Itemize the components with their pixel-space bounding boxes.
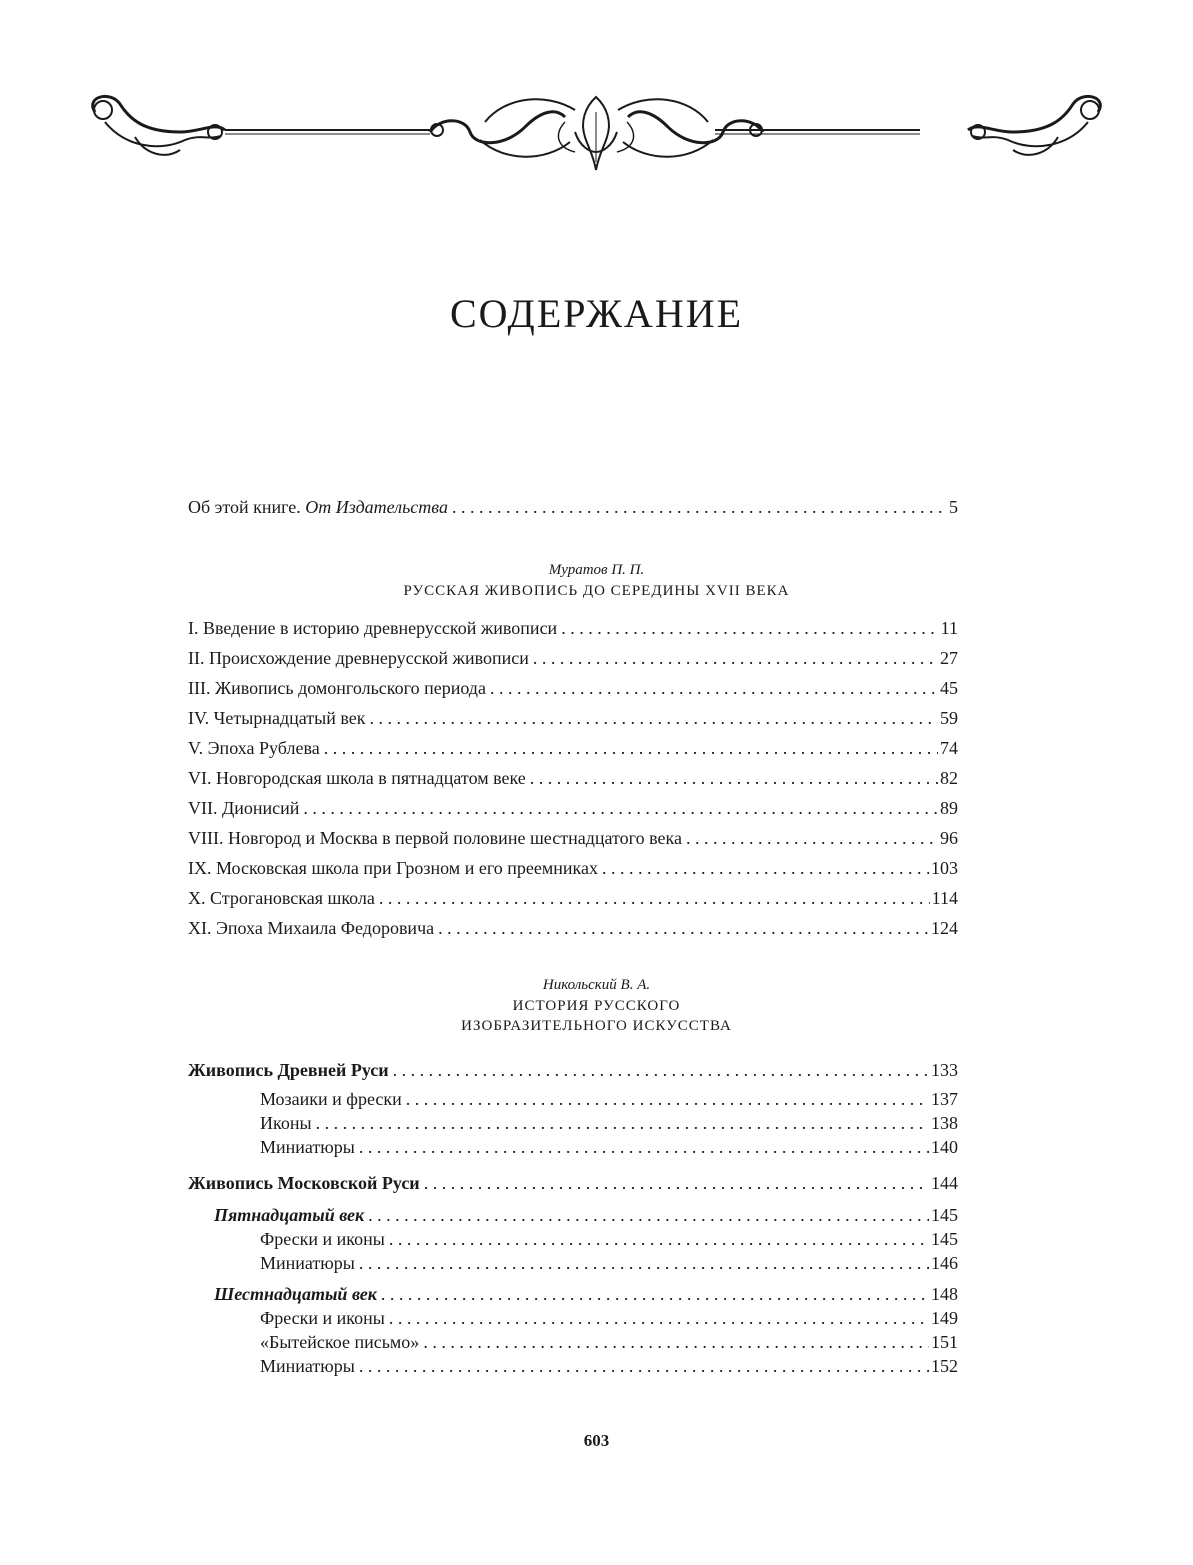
toc-entry[interactable] xyxy=(188,737,958,767)
toc-entry-text: VII. Дионисий xyxy=(188,798,300,818)
leader-dots xyxy=(316,1112,929,1134)
toc-entry[interactable] xyxy=(188,677,958,707)
toc-entry[interactable] xyxy=(188,767,958,797)
leader-dots xyxy=(423,1331,929,1353)
toc-page-number: 152 xyxy=(931,1356,958,1376)
toc-entry-text: Мозаики и фрески xyxy=(260,1089,402,1109)
toc-page-number: 140 xyxy=(931,1137,958,1157)
toc-page-number: 45 xyxy=(940,678,958,698)
toc-page-number: 145 xyxy=(931,1205,958,1225)
toc-entry[interactable] xyxy=(188,1331,958,1355)
section1-author: Муратов П. П. xyxy=(548,562,645,578)
toc-entry-text: X. Строгановская школа xyxy=(188,888,375,908)
section2-ancient xyxy=(188,1059,958,1081)
toc-entry-text: IX. Московская школа при Грозном и его преемниках xyxy=(188,858,598,878)
section2-c16 xyxy=(188,1283,958,1379)
toc-entry[interactable] xyxy=(188,1088,958,1112)
toc-page-number: 145 xyxy=(931,1229,958,1249)
toc-page-number: 151 xyxy=(931,1332,958,1352)
header-ornament xyxy=(85,92,1108,174)
toc-page-number: 74 xyxy=(940,738,958,758)
section1-list xyxy=(188,617,958,947)
leader-dots xyxy=(393,1059,929,1081)
toc-entry-text: V. Эпоха Рублева xyxy=(188,738,320,758)
toc-entry[interactable] xyxy=(188,496,958,518)
section2-moscow xyxy=(188,1172,958,1194)
toc-entry[interactable] xyxy=(188,1204,958,1228)
leader-dots xyxy=(602,857,929,879)
toc-page-number: 149 xyxy=(931,1308,958,1328)
leader-dots xyxy=(379,887,930,909)
toc-entry[interactable] xyxy=(188,1112,958,1136)
toc-page-number: 96 xyxy=(940,828,958,848)
leader-dots xyxy=(368,1204,929,1226)
toc-entry[interactable] xyxy=(188,887,958,917)
toc-entry[interactable] xyxy=(188,1283,958,1307)
toc-entry[interactable] xyxy=(188,1307,958,1331)
toc-entry-text: III. Живопись домонгольского периода xyxy=(188,678,486,698)
leader-dots xyxy=(359,1252,929,1274)
section1-title: РУССКАЯ ЖИВОПИСЬ ДО СЕРЕДИНЫ XVII ВЕКА xyxy=(403,583,790,599)
toc-entry[interactable] xyxy=(188,647,958,677)
section2-ancient-items xyxy=(188,1088,958,1160)
toc-entry-text: Шестнадцатый век xyxy=(214,1284,377,1304)
toc-entry[interactable] xyxy=(188,617,958,647)
toc-entry-text: «Бытейское письмо» xyxy=(260,1332,420,1352)
toc-page-number: 144 xyxy=(931,1173,958,1193)
toc-entry-text: VIII. Новгород и Москва в первой половине шестнадцатого века xyxy=(188,828,682,848)
leader-dots xyxy=(303,797,938,819)
toc-page-number: 114 xyxy=(931,888,958,908)
toc-entry[interactable] xyxy=(188,1136,958,1160)
toc-intro xyxy=(188,496,958,518)
toc-entry-text: Пятнадцатый век xyxy=(214,1205,365,1225)
toc-entry-text: Иконы xyxy=(260,1113,312,1133)
section2-title-line2: ИЗОБРАЗИТЕЛЬНОГО ИСКУССТВА xyxy=(461,1018,732,1034)
toc-entry-text: Живопись Древней Руси xyxy=(188,1060,389,1080)
toc-entry[interactable] xyxy=(188,827,958,857)
toc-entry-text: XI. Эпоха Михаила Федоровича xyxy=(188,918,435,938)
leader-dots xyxy=(438,917,929,939)
leader-dots xyxy=(381,1283,929,1305)
toc-page-number: 27 xyxy=(940,648,958,668)
leader-dots xyxy=(359,1355,929,1377)
toc-page-number: 146 xyxy=(931,1253,958,1273)
toc-entry[interactable] xyxy=(188,917,958,947)
leader-dots xyxy=(452,496,947,518)
leader-dots xyxy=(324,737,938,759)
toc-page-number: 59 xyxy=(940,708,958,728)
toc-entry-text: IV. Четырнадцатый век xyxy=(188,708,366,728)
leader-dots xyxy=(389,1307,929,1329)
toc-page-number: 124 xyxy=(931,918,958,938)
toc-entry[interactable] xyxy=(188,857,958,887)
leader-dots xyxy=(359,1136,929,1158)
page-title: СОДЕРЖАНИЕ xyxy=(449,291,744,336)
toc-entry-text: Миниатюры xyxy=(260,1253,355,1273)
toc-page-number: 11 xyxy=(940,618,958,638)
toc-entry[interactable] xyxy=(188,1355,958,1379)
toc-entry[interactable] xyxy=(188,1172,958,1194)
toc-entry-text: Фрески и иконы xyxy=(260,1229,385,1249)
section2-title-line1: ИСТОРИЯ РУССКОГО xyxy=(512,998,681,1014)
toc-entry[interactable] xyxy=(188,707,958,737)
leader-dots xyxy=(533,647,938,669)
toc-entry-text: Фрески и иконы xyxy=(260,1308,385,1328)
toc-entry-text: Миниатюры xyxy=(260,1356,355,1376)
toc-entry-text: II. Происхождение древнерусской живописи xyxy=(188,648,529,668)
toc-page-number: 103 xyxy=(931,858,958,878)
toc-page-number: 133 xyxy=(931,1060,958,1080)
toc-page-number: 5 xyxy=(949,497,958,517)
leader-dots xyxy=(686,827,938,849)
toc-entry-text: Миниатюры xyxy=(260,1137,355,1157)
page-number: 603 xyxy=(583,1431,610,1450)
toc-entry-text: VI. Новгородская школа в пятнадцатом веке xyxy=(188,768,526,788)
leader-dots xyxy=(369,707,938,729)
toc-page-number: 138 xyxy=(931,1113,958,1133)
leader-dots xyxy=(389,1228,929,1250)
toc-entry-text: Об этой книге. От Издательства xyxy=(188,497,448,517)
toc-entry[interactable] xyxy=(188,1059,958,1081)
toc-entry-text: I. Введение в историю древнерусской живописи xyxy=(188,618,558,638)
toc-entry[interactable] xyxy=(188,1228,958,1252)
section2-author: Никольский В. А. xyxy=(542,977,651,993)
toc-entry[interactable] xyxy=(188,797,958,827)
toc-page-number: 148 xyxy=(931,1284,958,1304)
leader-dots xyxy=(561,617,938,639)
leader-dots xyxy=(424,1172,929,1194)
leader-dots xyxy=(530,767,938,789)
leader-dots xyxy=(490,677,938,699)
toc-entry[interactable] xyxy=(188,1252,958,1276)
toc-page-number: 82 xyxy=(940,768,958,788)
toc-entry-text: Живопись Московской Руси xyxy=(188,1173,420,1193)
toc-page-number: 137 xyxy=(931,1089,958,1109)
section2-c15 xyxy=(188,1204,958,1276)
leader-dots xyxy=(406,1088,929,1110)
toc-page-number: 89 xyxy=(940,798,958,818)
